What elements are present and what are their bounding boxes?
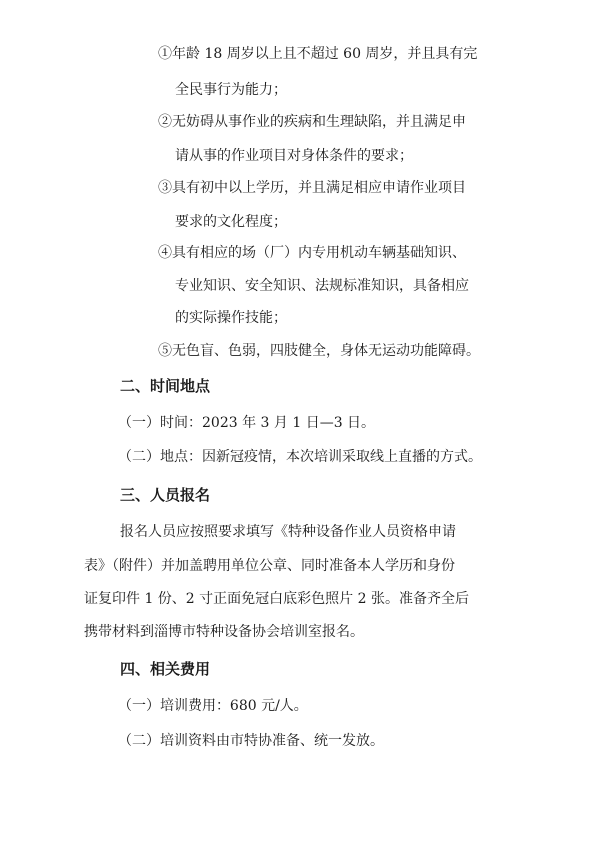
- section-2-heading: 二、时间地点: [120, 377, 211, 395]
- section-3-heading: 三、人员报名: [120, 486, 211, 504]
- section-4-materials: （二）培训资料由市特协准备、统一发放。: [118, 733, 384, 749]
- requirement-4-line-3: 的实际操作技能；: [175, 310, 287, 326]
- section-3-line-1: 报名人员应按照要求填写《特种设备作业人员资格申请: [120, 524, 456, 540]
- requirement-3-line-2: 要求的文化程度；: [175, 214, 287, 230]
- section-4-fee: （一）培训费用：680 元/人。: [118, 698, 308, 714]
- section-3-line-4: 携带材料到淄博市特种设备协会培训室报名。: [84, 624, 364, 640]
- section-3-line-2: 表》（附件）并加盖聘用单位公章、同时准备本人学历和身份: [84, 558, 455, 574]
- requirement-1-line-2: 全民事行为能力；: [175, 82, 287, 98]
- requirement-4-line-2: 专业知识、安全知识、法规标准知识，具备相应: [175, 278, 469, 294]
- requirement-4-line-1: ④具有相应的场（厂）内专用机动车辆基础知识、: [158, 245, 466, 261]
- section-2-time: （一）时间：2023 年 3 月 1 日—3 日。: [118, 415, 376, 431]
- requirement-2-line-1: ②无妨碍从事作业的疾病和生理缺陷，并且满足申: [158, 114, 466, 130]
- section-2-place: （二）地点：因新冠疫情，本次培训采取线上直播的方式。: [118, 449, 482, 465]
- section-3-line-3: 证复印件 1 份、2 寸正面免冠白底彩色照片 2 张。准备齐全后: [84, 591, 469, 607]
- requirement-3-line-1: ③具有初中以上学历，并且满足相应申请作业项目: [158, 180, 466, 196]
- requirement-1-line-1: ①年龄 18 周岁以上且不超过 60 周岁，并且具有完: [158, 46, 478, 62]
- requirement-2-line-2: 请从事的作业项目对身体条件的要求；: [175, 148, 413, 164]
- section-4-heading: 四、相关费用: [120, 660, 211, 678]
- requirement-5-line-1: ⑤无色盲、色弱，四肢健全，身体无运动功能障碍。: [158, 343, 480, 359]
